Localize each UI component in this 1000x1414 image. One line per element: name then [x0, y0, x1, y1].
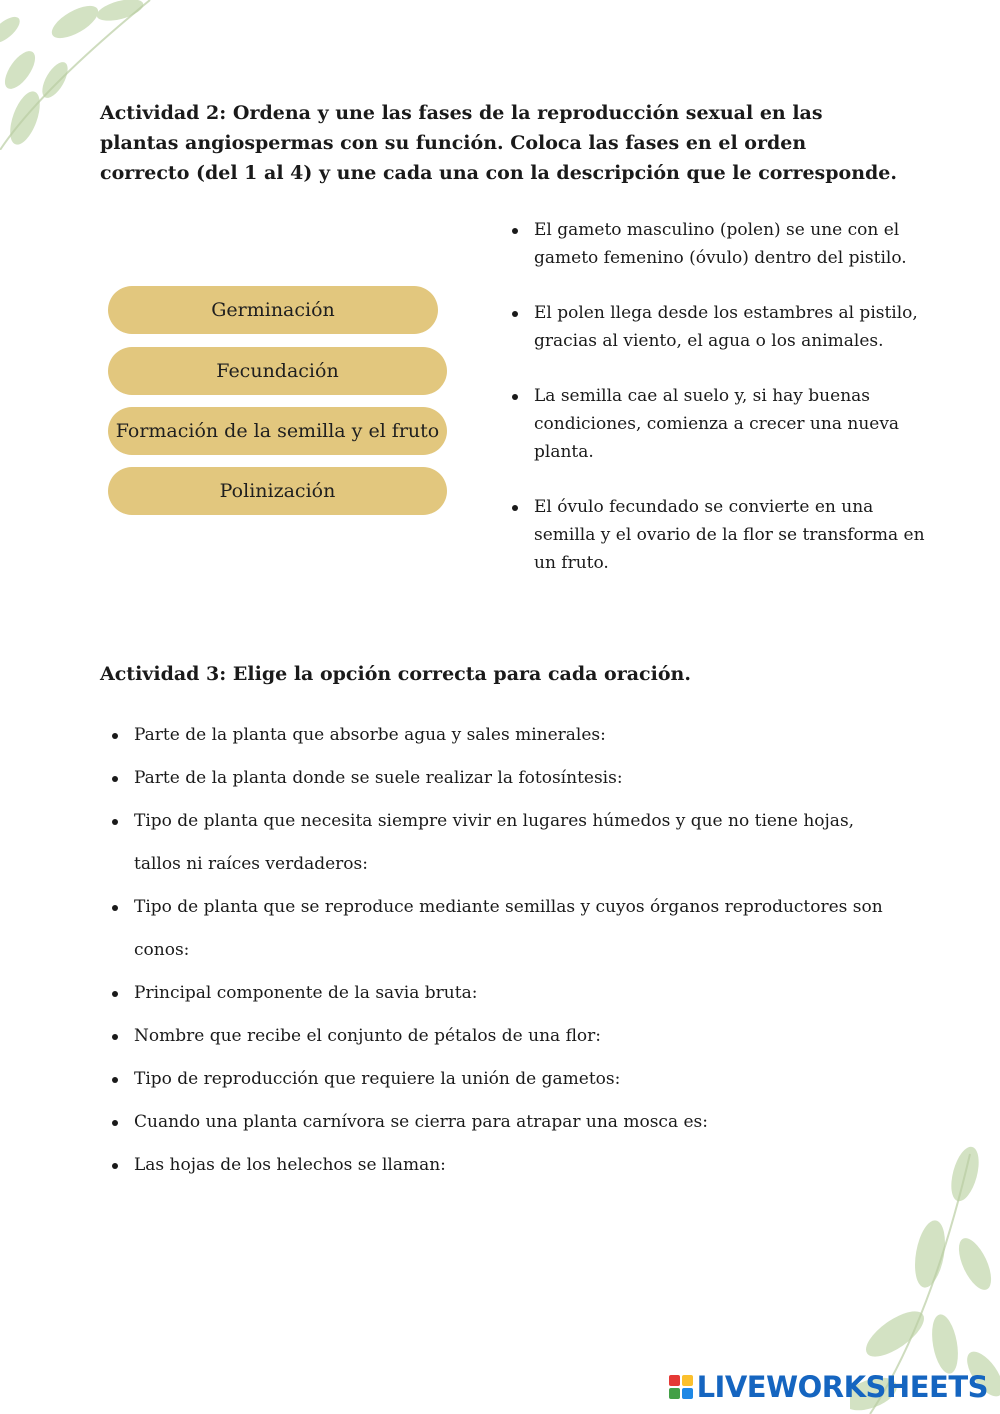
- question-item: Nombre que recibe el conjunto de pétalos de una flor:: [110, 1015, 900, 1058]
- question-item: Cuando una planta carnívora se cierra para atrapar una mosca es:: [110, 1101, 900, 1144]
- description-item[interactable]: La semilla cae al suelo y, si hay buenas condiciones, comienza a crecer una nueva planta.: [510, 382, 940, 466]
- phase-pill-formacion[interactable]: [108, 407, 447, 455]
- description-item[interactable]: El gameto masculino (polen) se une con el gameto femenino (óvulo) dentro del pistilo.: [510, 216, 940, 272]
- description-item[interactable]: El polen llega desde los estambres al pistilo, gracias al viento, el agua o los animales.: [510, 299, 940, 355]
- question-list: [110, 714, 900, 1187]
- phase-label: Polinización: [219, 480, 336, 502]
- phase-label: Germinación: [211, 299, 335, 321]
- question-item: Parte de la planta que absorbe agua y sales minerales:: [110, 714, 900, 757]
- description-list: [510, 216, 940, 604]
- question-item: Principal componente de la savia bruta:: [110, 972, 900, 1015]
- question-item: Tipo de reproducción que requiere la unión de gametos:: [110, 1058, 900, 1101]
- liveworksheets-logo-icon: [669, 1375, 693, 1399]
- question-item: Tipo de planta que necesita siempre vivir en lugares húmedos y que no tiene hojas, tallos ni raíces verdaderos:: [110, 800, 874, 886]
- phase-pill-polinizacion[interactable]: [108, 467, 447, 515]
- activity2-heading: Actividad 2: Ordena y une las fases de la reproducción sexual en las plantas angiospermas con su función. Coloca las fases en el orden correcto (del 1 al 4) y une cada una con la descripción que le corresponde.: [100, 102, 897, 184]
- question-item: Parte de la planta donde se suele realizar la fotosíntesis:: [110, 757, 900, 800]
- question-item: Tipo de planta que se reproduce mediante semillas y cuyos órganos reproductores son conos:: [110, 886, 894, 972]
- phase-label: Fecundación: [216, 360, 339, 382]
- phase-label: Formación de la semilla y el fruto: [115, 420, 440, 442]
- question-item: Las hojas de los helechos se llaman:: [110, 1144, 900, 1187]
- brand-name: LIVEWORKSHEETS: [696, 1370, 988, 1404]
- liveworksheets-logo: [669, 1370, 988, 1404]
- phase-pill-germinacion[interactable]: [108, 286, 438, 334]
- description-item[interactable]: El óvulo fecundado se convierte en una semilla y el ovario de la flor se transforma en un fruto.: [510, 493, 940, 577]
- activity3-heading: Actividad 3: Elige la opción correcta para cada oración.: [100, 663, 691, 685]
- phase-pill-fecundacion[interactable]: [108, 347, 447, 395]
